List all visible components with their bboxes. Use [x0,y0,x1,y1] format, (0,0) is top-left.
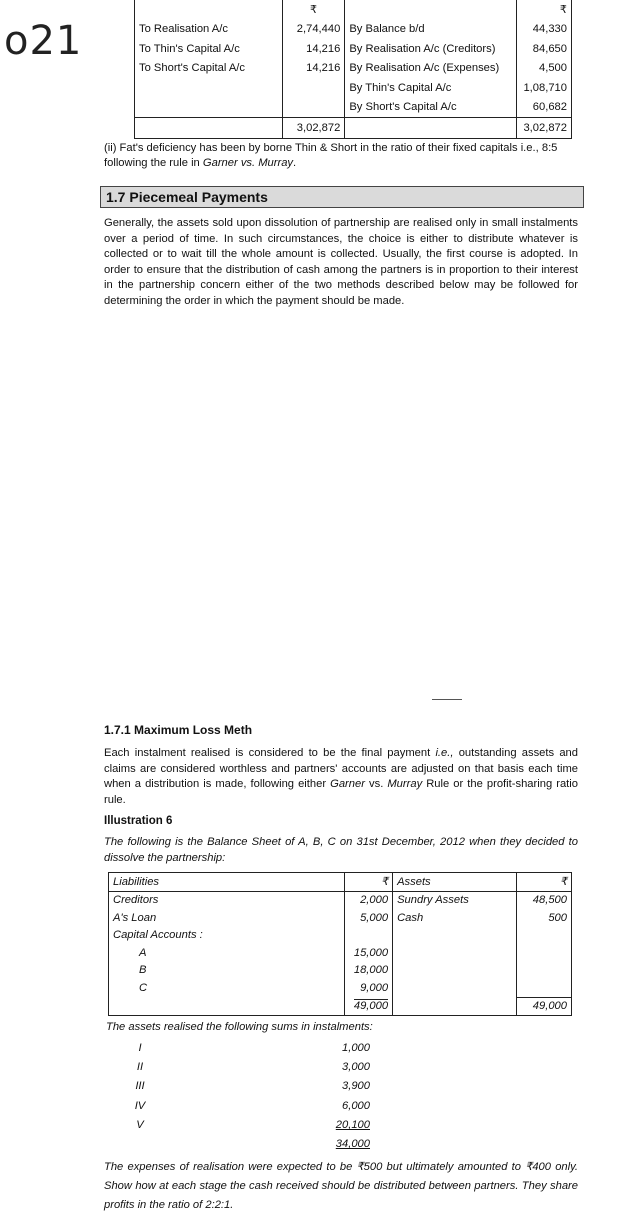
total-cr: 3,02,872 [517,118,572,139]
instalment-row: III 3,900 [135,1080,370,1092]
cr-particular: By Thin's Capital A/c [345,78,517,98]
total-dr: 3,02,872 [282,118,344,139]
deficiency-note: (ii) Fat's deficiency has been by borne Thin & Short in the ratio of their fixed capitals i.e., 8:5 following the rule in Garner vs. Murray. [104,142,558,169]
dr-particular: To Short's Capital A/c [135,59,283,79]
bs-row: Capital Accounts : [109,927,572,945]
bs-row: B 18,000 [109,962,572,980]
cr-particular: By Realisation A/c (Creditors) [345,39,517,59]
dr-amount [282,78,344,98]
instalments-total: 34,000 [335,1138,370,1150]
subsection-body: Each instalment realised is considered to be the final payment i.e., outstanding assets and claims are considered worthless and partners' accounts are adjusted on that basis each time when a distribution is made, following either Garner vs. Murray Rule or the profit-sharing ratio rule. [104,747,578,806]
dr-amount: 14,216 [282,59,344,79]
instalment-row: I 1,000 [138,1042,370,1054]
subsection-title: 1.7.1 Maximum Loss Meth [104,723,253,737]
cr-particular: By Realisation A/c (Expenses) [345,59,517,79]
rupee-symbol: ₹ [344,873,392,892]
ledger-row [135,78,572,98]
ledger-total-row [135,118,572,139]
section-body: Generally, the assets sold upon dissolution of partnership are realised only in small instalments over a period of time. In such circumstances, the choice is either to distribute whatever is collected or to wait till the whole amount is collected. Usually, the first course is adopted. In order to ensure that the distribution of cash among the partners is in proportion to their interest in the partnership concern either of the two methods described below may be followed for determining the order in which the payment should be made. [104,217,578,307]
section-title: 1.7 Piecemeal Payments [106,189,268,205]
assets-header: Assets [393,873,517,892]
cr-particular: By Balance b/d [345,20,517,40]
illustration-intro: The following is the Balance Sheet of A, B, C on 31st December, 2012 when they decided to dissolve the partnership: [104,836,578,864]
bs-total-row [109,997,572,1016]
cr-amount: 60,682 [517,98,572,118]
bs-row: A 15,000 [109,944,572,962]
bs-row: A's Loan 5,000 Cash 500 [109,909,572,927]
dr-amount: 2,74,440 [282,20,344,40]
rupee-symbol: ₹ [525,1161,533,1173]
rupee-symbol: ₹ [356,1161,364,1173]
dr-particular: To Realisation A/c [135,20,283,40]
divider-line [432,699,462,700]
expenses-and-question: The expenses of realisation were expected to be ₹500 but ultimately amounted to ₹400 only. Show how at each stage the cash received should be distributed between partners. They share profits in the ratio of 2:2:1. [104,1161,578,1211]
cr-amount: 4,500 [517,59,572,79]
instalment-row: V 20,100 [136,1119,370,1131]
cr-amount: 1,08,710 [517,78,572,98]
rupee-symbol: ₹ [517,0,572,20]
instalment-total-row [120,1138,380,1157]
cr-particular: By Short's Capital A/c [345,98,517,118]
total-assets: 49,000 [516,997,571,1016]
ledger-currency-row [135,0,572,20]
rupee-symbol: ₹ [516,873,571,892]
instalments-intro: The assets realised the following sums in instalments: [106,1021,373,1033]
balance-sheet-table [108,872,572,1016]
dr-particular [135,98,283,118]
dr-particular: To Thin's Capital A/c [135,39,283,59]
balance-sheet-header [109,873,572,892]
dr-amount [282,98,344,118]
page-number: o21 [4,18,83,64]
cr-amount: 44,330 [517,20,572,40]
partners-ledger-table [134,0,572,139]
ledger-row [135,98,572,118]
cr-amount: 84,650 [517,39,572,59]
instalment-row: II 3,000 [136,1061,370,1073]
ledger-row [135,20,572,40]
ledger-row [135,59,572,79]
liabilities-header: Liabilities [109,873,345,892]
ledger-row [135,39,572,59]
total-liabilities: 49,000 [353,1000,389,1012]
rupee-symbol: ₹ [282,0,344,20]
question-text: Show how at each stage the cash received should be distributed between partners. They share profits in the ratio of 2:2:1. [104,1180,578,1211]
instalment-row: IV 6,000 [134,1100,370,1112]
case-name: Garner vs. Murray [202,157,294,169]
dr-particular [135,78,283,98]
section-heading-bar [100,186,584,208]
bs-row: C 9,000 [109,979,572,997]
dr-amount: 14,216 [282,39,344,59]
illustration-heading: Illustration 6 [104,815,173,827]
bs-row: Creditors 2,000 Sundry Assets 48,500 [109,891,572,909]
